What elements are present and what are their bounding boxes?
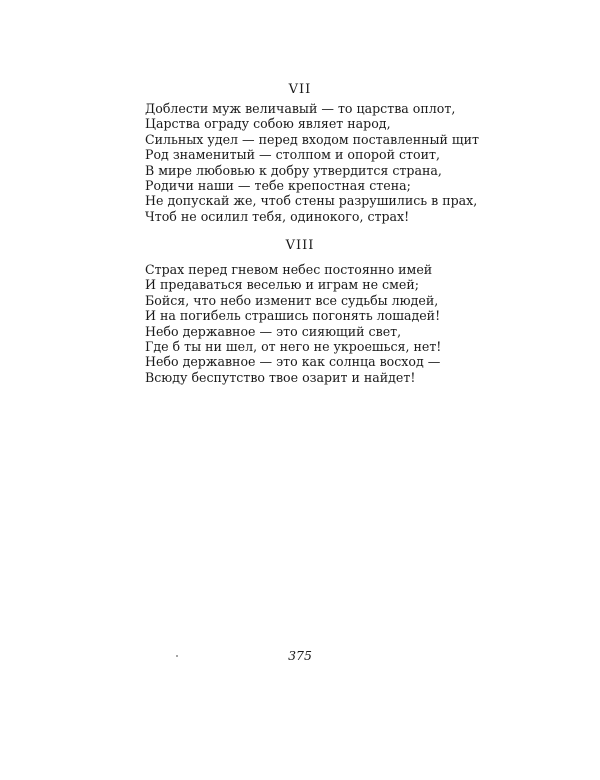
verse-line: В мире любовью к добру утвердится страна, bbox=[145, 162, 442, 178]
verse-line: Царства ограду собою являет народ, bbox=[145, 116, 391, 132]
stanza-viii bbox=[145, 262, 475, 385]
section-heading-viii: VIII bbox=[285, 238, 315, 253]
section-heading-vii: VII bbox=[288, 82, 312, 97]
verse-line: И на погибель страшись погонять лошадей! bbox=[145, 308, 441, 324]
verse-line: Бойся, что небо изменит все судьбы людей, bbox=[145, 292, 439, 308]
page-number: 375 bbox=[288, 648, 312, 663]
verse-line: Где б ты ни шел, от него не укроешься, нет! bbox=[145, 339, 442, 355]
verse-line: Всюду беспутство твое озарит и найдет! bbox=[145, 369, 416, 385]
stanza-vii bbox=[145, 101, 479, 224]
verse-line: Чтоб не осилил тебя, одинокого, страх! bbox=[145, 208, 410, 224]
verse-line: Род знаменитый — столпом и опорой стоит, bbox=[145, 147, 440, 163]
verse-line: Сильных удел — перед входом поставленный щит bbox=[145, 131, 479, 147]
verse-line: Родичи наши — тебе крепостная стена; bbox=[145, 178, 411, 194]
verse-line: Небо державное — это как солнца восход — bbox=[145, 354, 441, 370]
verse-line: Страх перед гневом небес постоянно имей bbox=[145, 262, 433, 277]
verse-line: Небо державное — это сияющий свет, bbox=[145, 323, 402, 339]
verse-line: Доблести муж величавый — то царства оплот, bbox=[145, 101, 456, 116]
verse-line: И предаваться веселью и играм не смей; bbox=[145, 277, 420, 293]
verse-line: Не допускай же, чтоб стены разрушились в прах, bbox=[145, 193, 478, 209]
